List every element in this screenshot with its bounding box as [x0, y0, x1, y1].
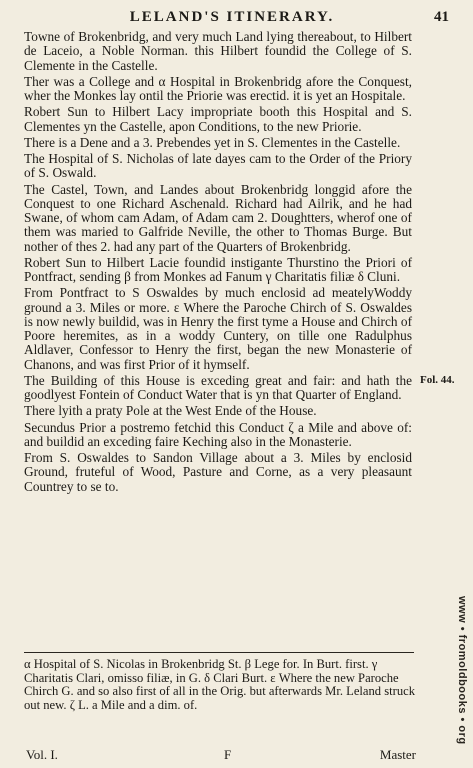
paragraph-5: The Hospital of S. Nicholas of late dayes cam to the Order of the Priory of S. Oswald.: [24, 151, 412, 181]
paragraph-8: From Pontfract to S Oswaldes by much enclosid ad meatelyWoddy ground a 3. Miles or more. ε Where the Paroche Chirch of S. Oswaldes is now newly buildid, was in Henry the first tyme a House and Chirch of Poore heremites, as in a woddy Cuntery, on tille one Radulphus Aldlaver, Confessor to Henry the first, began the new Monasterie of Chanons, and was first Prior of it hymself.: [24, 285, 412, 372]
paragraph-10: There lyith a praty Pole at the West Ende of the House.: [24, 403, 317, 419]
paragraph-9: The Building of this House is exceding great and fair: and hath the goodlyest Fontein of Conduct Water that is yn that Quarter of England.: [24, 372, 412, 402]
site-watermark: www • fromoldbooks • org: [456, 596, 468, 745]
paragraph-3: Robert Sun to Hilbert Lacy impropriate booth this Hospital and S. Clementes yn the Castelle, apon Conditions, to the new Priorie.: [24, 104, 412, 134]
volume-label: Vol. I.: [26, 747, 58, 762]
footnote-text: α Hospital of S. Nicolas in Brokenbridg St. β Lege for. In Burt. first. γ Charitatis Clari, omisso filiæ, in G. δ Clari Burt. ε Where the new Paroche Chirch G. and so also first of all in the Orig. but afterwards Mr. Leland struck out new. ζ L. a Mile and a dim. of.: [24, 657, 416, 712]
catchword: Master: [379, 747, 416, 762]
paragraph-6: The Castel, Town, and Landes about Brokenbridg longgid afore the Conquest to one Richard Aschenald. Richard had Ailrik, and he had Swane, of whom cam Adam, of Adam cam 2. Doughtters, wherof one of them was maried to Galfride Neville, the other to Thomas Burge. But nother of thes 2. had any part of the Quarters of Brokenbridg.: [24, 181, 412, 254]
margin-folio-note: Fol. 44.: [420, 374, 455, 386]
footnotes: [24, 658, 416, 712]
paragraph-12: From S. Oswaldes to Sandon Village about a 3. Miles by enclosid Ground, fruteful of Wood, Pasture and Corne, as a very pleasaunt Countrey to se to.: [24, 450, 412, 494]
page-number: 41: [434, 9, 449, 25]
running-header: LELAND'S ITINERARY.: [129, 9, 335, 25]
paragraph-7: Robert Sun to Hilbert Lacie foundid instigante Thurstino the Priori of Pontfract, sending β from Monkes ad Fanum γ Charitatis filiæ δ Cluni.: [24, 254, 412, 284]
main-text: [24, 30, 412, 494]
paragraph-1: Towne of Brokenbridg, and very much Land lying thereabout, to Hilbert de Laceio, a Noble Norman. this Hilbert foundid the College of S. Clemente in the Castelle.: [24, 29, 412, 73]
footnote-rule: [24, 652, 414, 653]
signature-mark: F: [224, 747, 232, 762]
paragraph-11: Secundus Prior a postremo fetchid this Conduct ζ a Mile and above of: and buildid an exceding faire Keching also in the Monasterie.: [24, 419, 412, 449]
paragraph-4: There is a Dene and a 3. Prebendes yet in S. Clementes in the Castelle.: [24, 134, 401, 150]
paragraph-2: Ther was a College and α Hospital in Brokenbridg afore the Conquest, wher the Monkes lay ontil the Priorie was erectid. it is yet an Hospitale.: [24, 73, 412, 103]
signature-line: [24, 747, 416, 765]
